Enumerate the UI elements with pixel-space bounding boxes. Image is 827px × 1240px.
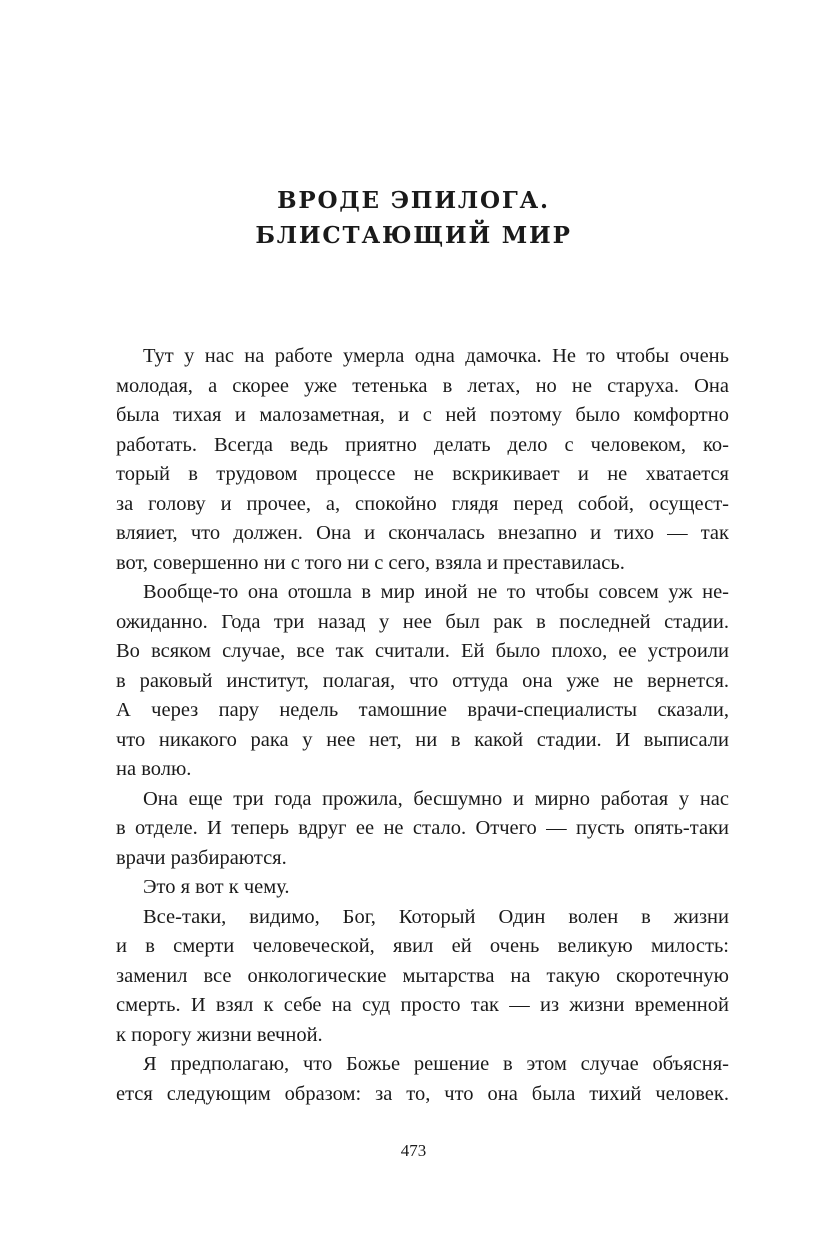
text-line: Я предполагаю, что Божье решение в этом случае объясня- bbox=[143, 1053, 729, 1075]
paragraph-2 bbox=[89, 578, 729, 785]
text-line: была тихая и малозаметная, и с ней поэтому было комфортно bbox=[116, 404, 729, 426]
chapter-title bbox=[0, 183, 827, 253]
text-line: смерть. И взял к себе на суд просто так — из жизни временной bbox=[116, 994, 729, 1016]
paragraph-3 bbox=[89, 785, 729, 874]
text-line: за голову и прочее, а, спокойно глядя перед собой, осущест- bbox=[116, 492, 729, 515]
text-line: Вообще-то она отошла в мир иной не то чтобы совсем уж не- bbox=[143, 581, 729, 603]
paragraph-1 bbox=[89, 342, 729, 578]
chapter-title-line-2: БЛИСТАЮЩИЙ МИР bbox=[255, 222, 572, 249]
text-line: и в смерти человеческой, явил ей очень великую милость: bbox=[116, 935, 729, 957]
paragraph-4 bbox=[89, 873, 729, 903]
text-line: Все-таки, видимо, Бог, Который Один волен в жизни bbox=[143, 905, 729, 928]
text-line: на волю. bbox=[116, 758, 192, 780]
text-line: Она еще три года прожила, бесшумно и мирно работая у нас bbox=[143, 787, 729, 810]
text-line: вот, совершенно ни с того ни с сего, взяла и преставилась. bbox=[116, 551, 625, 574]
text-line: ожиданно. Года три назад у нее был рак в последней стадии. bbox=[116, 610, 729, 633]
text-line: врачи разбираются. bbox=[116, 846, 287, 869]
text-line: в отделе. И теперь вдруг ее не стало. Отчего — пусть опять-таки bbox=[116, 817, 729, 839]
text-line: к порогу жизни вечной. bbox=[116, 1023, 323, 1046]
body-text bbox=[89, 342, 729, 1109]
text-line: в раковый институт, полагая, что оттуда она уже не вернется. bbox=[116, 669, 729, 692]
text-line: Это я вот к чему. bbox=[143, 876, 290, 898]
text-line: что никакого рака у нее нет, ни в какой стадии. И выписали bbox=[116, 728, 729, 751]
text-line: Во всяком случае, все так считали. Ей было плохо, ее устроили bbox=[116, 640, 729, 662]
paragraph-6 bbox=[89, 1050, 729, 1109]
text-line: вляиет, что должен. Она и скончалась внезапно и тихо — так bbox=[116, 522, 729, 544]
text-line: работать. Всегда ведь приятно делать дело с человеком, ко- bbox=[116, 433, 729, 456]
text-line: торый в трудовом процессе не вскрикивает и не хватается bbox=[116, 463, 729, 485]
text-line: молодая, а скорее уже тетенька в летах, но не старуха. Она bbox=[116, 374, 729, 397]
text-line: ется следующим образом: за то, что она была тихий человек. bbox=[116, 1082, 729, 1105]
text-line: Тут у нас на работе умерла одна дамочка. Не то чтобы очень bbox=[143, 345, 729, 367]
paragraph-5 bbox=[89, 903, 729, 1051]
text-line: А через пару недель тамошние врачи-специалисты сказали, bbox=[116, 699, 729, 721]
text-line: заменил все онкологические мытарства на такую скоротечную bbox=[116, 964, 729, 987]
chapter-title-line-1: ВРОДЕ ЭПИЛОГА. bbox=[277, 187, 550, 214]
page-number: 473 bbox=[400, 1141, 427, 1160]
